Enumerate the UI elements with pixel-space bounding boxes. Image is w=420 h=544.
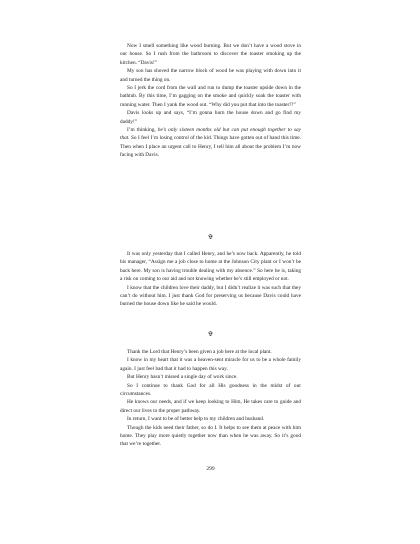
paragraph: Thank the Lord that Henry’s been given a job here at the local plant. bbox=[127, 349, 272, 355]
paragraph bbox=[120, 126, 301, 160]
text-section-3 bbox=[120, 348, 301, 449]
paragraph: I know that the children love their daddy, but I didn’t realize it was such that they can’t do without him. I just thank God for preserving us because Davis could have burned the house down like he said he would. bbox=[120, 284, 301, 308]
paragraph: He knows our needs, and if we keep looking to Him, He takes care to guide and direct our lives to the proper pathway. bbox=[120, 399, 301, 414]
paragraph-text: So I feel I’m losing control of the kid. Things have gotten out of hand this time. Then when I place an urgent call to Henry, I tell him all about the problem I’m now facing with Davis. bbox=[120, 135, 301, 159]
paragraph: Davis looks up and says, “I’m gonna burn the house down and go find my daddy!” bbox=[120, 110, 301, 125]
paragraph: So I jerk the cord from the wall and run to dump the toaster upside down in the bathtub. By this time, I’m gagging on the smoke and quickly soak the toaster with running water. Then I yank the wood out. “Why did you put that into the toaster!?” bbox=[120, 85, 301, 108]
text-section-2 bbox=[120, 250, 301, 309]
cross-ornament-icon: ✞ bbox=[207, 233, 214, 241]
paragraph: Though the kids need their father, so do I. It helps to see them at peace with him home. They play more quietly together now than when he was away. So it’s good that we’re together. bbox=[120, 424, 301, 448]
paragraph: So I continue to thank God for all His goodness in the midst of our circumstances. bbox=[120, 382, 301, 398]
paragraph: It was only yesterday that I called Henry, and he’s now back. Apparently, he told his manager, “Assign me a job close to home at the Johnson City plant or I won’t be back here. My son is having trouble dealing with my absence.” So here he is, taking a risk on coming to our aid and not knowing whether he’s still employed or not. bbox=[120, 251, 301, 283]
italic-thought: he’s only sixteen months old but can put enough together to say that. bbox=[120, 127, 302, 142]
paragraph: I know in my heart that it was a heaven-sent miracle for us to be a whole family again. I just feel bad that it had to happen this way. bbox=[120, 357, 301, 372]
paragraph: But Henry hasn’t missed a single day of work since. bbox=[127, 374, 238, 381]
paragraph: My son has shoved the narrow block of wood he was playing with down into it and turned the thing on. bbox=[120, 68, 301, 83]
paragraph: Now I smell something like wood burning. But we don’t have a wood stove in our house. So I rush from the bathroom to discover the toaster smoking up the kitchen. “Davis!” bbox=[120, 43, 301, 66]
paragraph: In return, I want to be of better help to my children and husband. bbox=[127, 416, 265, 423]
text-section-1 bbox=[120, 42, 301, 160]
cross-ornament-icon: ✞ bbox=[207, 330, 214, 338]
page-number: 299 bbox=[206, 466, 215, 472]
paragraph-text: I’m thinking, bbox=[127, 127, 158, 134]
